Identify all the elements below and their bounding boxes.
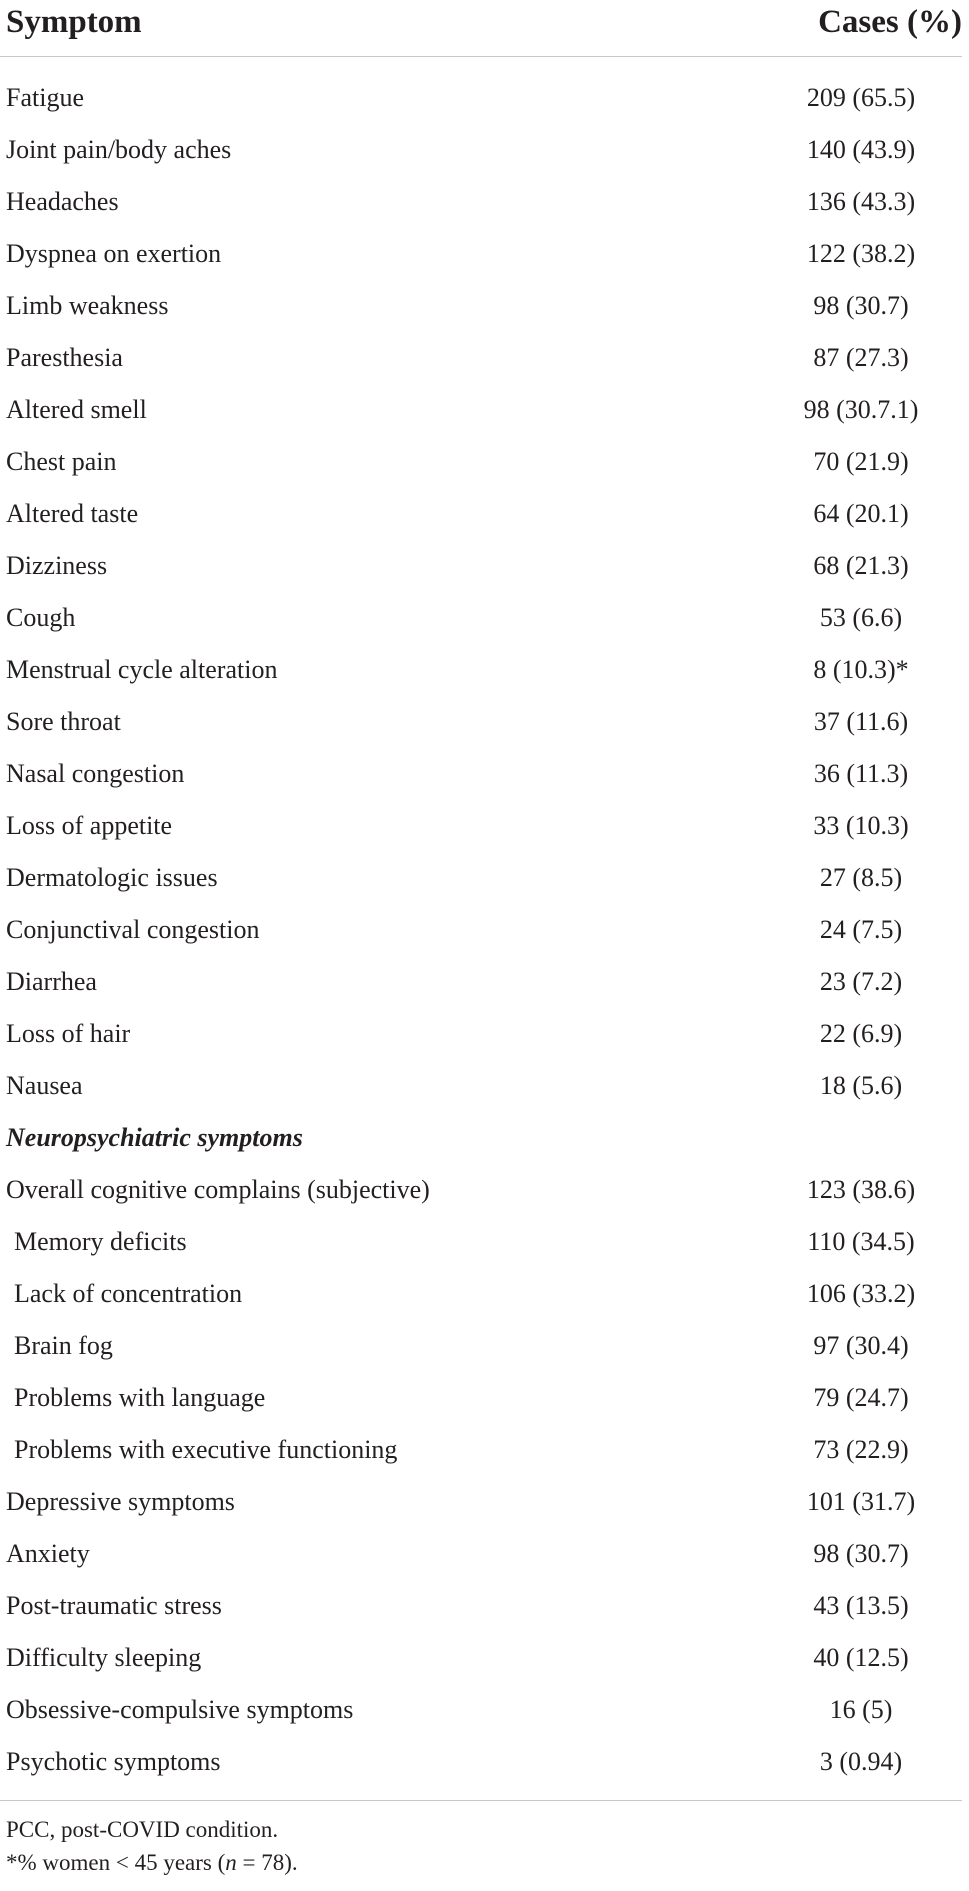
symptom-cell: Nasal congestion [6, 759, 185, 788]
section-heading-row [0, 1112, 962, 1164]
cases-cell: 43 (13.5) [813, 1591, 909, 1620]
table-row [0, 1060, 962, 1112]
symptom-cell: Loss of hair [6, 1019, 131, 1048]
table-row [0, 124, 962, 176]
symptom-cell: Fatigue [6, 83, 84, 112]
cases-cell: 40 (12.5) [813, 1643, 909, 1672]
table-footnotes [0, 1800, 962, 1879]
symptom-cell: Nausea [6, 1071, 83, 1100]
cases-column-header: Cases (%) [818, 4, 962, 40]
table-row [0, 1008, 962, 1060]
symptom-cell: Overall cognitive complains (subjective) [6, 1175, 430, 1204]
table-row [0, 1684, 962, 1736]
table-row [0, 1424, 962, 1476]
table-row [0, 1528, 962, 1580]
table-row [0, 488, 962, 540]
table-row [0, 540, 962, 592]
symptom-cell: Paresthesia [6, 343, 123, 372]
cases-cell: 209 (65.5) [806, 83, 916, 112]
table-row [0, 332, 962, 384]
symptom-cell: Limb weakness [6, 291, 169, 320]
cases-cell: 33 (10.3) [813, 811, 909, 840]
symptom-cell: Depressive symptoms [6, 1487, 235, 1516]
abbreviation-footnote: PCC, post-COVID condition. [6, 1817, 279, 1842]
table-body [0, 72, 962, 1788]
symptom-cell: Anxiety [6, 1539, 90, 1568]
symptom-cell: Brain fog [14, 1331, 113, 1360]
cases-cell: 3 (0.94) [819, 1747, 903, 1776]
asterisk-footnote-prefix: *% women < 45 years ( [6, 1850, 226, 1875]
cases-cell: 24 (7.5) [819, 915, 903, 944]
table-row [0, 1372, 962, 1424]
cases-cell: 97 (30.4) [813, 1331, 909, 1360]
symptom-cell: Obsessive-compulsive symptoms [6, 1695, 354, 1724]
symptom-cell: Difficulty sleeping [6, 1643, 202, 1672]
table-row [0, 228, 962, 280]
cases-cell: 87 (27.3) [813, 343, 909, 372]
table-row [0, 644, 962, 696]
symptom-cell: Sore throat [6, 707, 121, 736]
cases-cell: 37 (11.6) [813, 707, 909, 736]
symptom-cell: Loss of appetite [6, 811, 173, 840]
table-row [0, 1736, 962, 1788]
cases-cell: 123 (38.6) [806, 1175, 916, 1204]
table-row [0, 280, 962, 332]
symptom-cell: Psychotic symptoms [6, 1747, 221, 1776]
asterisk-footnote-suffix: = 78). [236, 1850, 298, 1875]
table-row [0, 176, 962, 228]
table-row [0, 592, 962, 644]
table-row [0, 748, 962, 800]
symptom-cell: Problems with language [14, 1383, 266, 1412]
cases-cell: 73 (22.9) [813, 1435, 909, 1464]
cases-cell: 8 (10.3)* [813, 655, 909, 684]
table-row [0, 956, 962, 1008]
asterisk-footnote-n: n [225, 1850, 237, 1875]
cases-cell: 22 (6.9) [819, 1019, 903, 1048]
cases-cell: 122 (38.2) [806, 239, 916, 268]
symptom-cell: Altered taste [6, 499, 139, 528]
cases-cell: 27 (8.5) [819, 863, 903, 892]
table-row [0, 1164, 962, 1216]
symptom-column-header: Symptom [6, 4, 142, 40]
cases-cell: 140 (43.9) [806, 135, 916, 164]
symptom-cell: Problems with executive functioning [14, 1435, 398, 1464]
cases-cell: 70 (21.9) [813, 447, 909, 476]
symptom-cell: Altered smell [6, 395, 147, 424]
table-row [0, 1632, 962, 1684]
symptom-cell: Menstrual cycle alteration [6, 655, 278, 684]
asterisk-footnote [0, 1846, 962, 1879]
table-row [0, 852, 962, 904]
table-row [0, 384, 962, 436]
cases-cell: 53 (6.6) [819, 603, 903, 632]
cases-cell: 68 (21.3) [813, 551, 909, 580]
symptom-cell: Cough [6, 603, 76, 632]
table-row [0, 72, 962, 124]
cases-cell: 79 (24.7) [813, 1383, 909, 1412]
table-row [0, 904, 962, 956]
cases-cell: 106 (33.2) [806, 1279, 916, 1308]
symptom-cell: Headaches [6, 187, 119, 216]
cases-cell: 110 (34.5) [807, 1227, 915, 1256]
table-row [0, 1320, 962, 1372]
symptom-cell: Joint pain/body aches [6, 135, 232, 164]
table-row [0, 800, 962, 852]
table-row [0, 436, 962, 488]
table-row [0, 1476, 962, 1528]
table-row [0, 1216, 962, 1268]
symptom-cell: Dermatologic issues [6, 863, 218, 892]
symptom-cell: Conjunctival congestion [6, 915, 260, 944]
cases-cell: 98 (30.7) [813, 291, 909, 320]
section-heading: Neuropsychiatric symptoms [6, 1123, 303, 1152]
symptom-cell: Dyspnea on exertion [6, 239, 222, 268]
cases-cell: 23 (7.2) [819, 967, 903, 996]
table-row [0, 1580, 962, 1632]
cases-cell: 101 (31.7) [806, 1487, 916, 1516]
cases-cell: 18 (5.6) [819, 1071, 903, 1100]
cases-cell: 64 (20.1) [813, 499, 909, 528]
cases-cell: 136 (43.3) [806, 187, 916, 216]
symptom-cell: Dizziness [6, 551, 108, 580]
cases-cell: 98 (30.7.1) [803, 395, 919, 424]
symptom-cell: Memory deficits [14, 1227, 187, 1256]
cases-cell: 16 (5) [829, 1695, 893, 1724]
table-row [0, 696, 962, 748]
symptom-cell: Chest pain [6, 447, 117, 476]
table-header [0, 0, 962, 57]
symptom-cell: Diarrhea [6, 967, 97, 996]
cases-cell: 98 (30.7) [813, 1539, 909, 1568]
symptom-cell: Lack of concentration [14, 1279, 243, 1308]
table-row [0, 1268, 962, 1320]
symptom-cell: Post-traumatic stress [6, 1591, 222, 1620]
cases-cell: 36 (11.3) [813, 759, 909, 788]
